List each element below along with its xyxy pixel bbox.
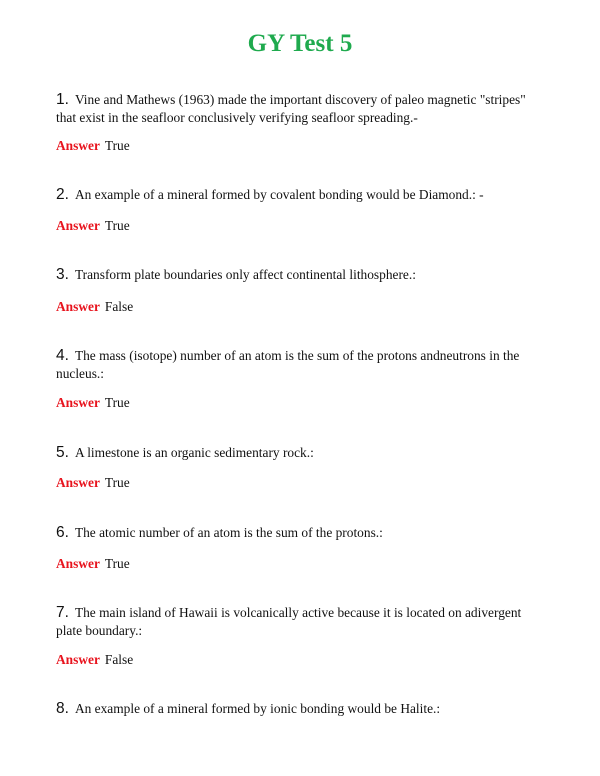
question-text: The mass (isotope) number of an atom is the sum of the protons andneutrons in the nucleus.:	[56, 348, 520, 381]
question-4	[56, 347, 546, 383]
question-text: The atomic number of an atom is the sum of the protons.:	[74, 525, 383, 540]
question-text: An example of a mineral formed by ionic bonding would be Halite.:	[74, 701, 441, 716]
answer-7	[56, 651, 546, 669]
answer-value: False	[104, 299, 134, 314]
answer-value: True	[104, 218, 130, 233]
answer-label: Answer	[56, 218, 100, 233]
answer-value: True	[104, 556, 130, 571]
answer-3	[56, 298, 546, 316]
answer-6	[56, 555, 546, 573]
question-text: A limestone is an organic sedimentary rock.:	[74, 445, 314, 460]
answer-value: True	[104, 475, 130, 490]
answer-label: Answer	[56, 138, 100, 153]
question-5	[56, 444, 546, 462]
question-number: 4.	[56, 347, 69, 364]
page-title: GY Test 5	[247, 30, 353, 57]
question-text: Transform plate boundaries only affect continental lithosphere.:	[74, 267, 416, 282]
answer-label: Answer	[56, 395, 100, 410]
question-text: An example of a mineral formed by covalent bonding would be Diamond.: -	[74, 187, 484, 202]
question-number: 7.	[56, 604, 69, 621]
question-1	[56, 91, 546, 127]
question-text: Vine and Mathews (1963) made the important discovery of paleo magnetic "stripes" that exist in the seafloor conclusively verifying seafloor spreading.-	[56, 92, 526, 125]
question-number: 1.	[56, 91, 69, 108]
answer-label: Answer	[56, 475, 100, 490]
answer-value: True	[104, 138, 130, 153]
question-number: 6.	[56, 524, 69, 541]
answer-label: Answer	[56, 556, 100, 571]
answer-label: Answer	[56, 652, 100, 667]
question-2	[56, 186, 546, 204]
answer-2	[56, 217, 546, 235]
question-text: The main island of Hawaii is volcanically active because it is located on adivergent plate boundary.:	[56, 605, 522, 638]
answer-label: Answer	[56, 299, 100, 314]
answer-1	[56, 137, 546, 155]
question-number: 5.	[56, 444, 69, 461]
answer-value: False	[104, 652, 134, 667]
question-3	[56, 266, 546, 284]
question-number: 3.	[56, 266, 69, 283]
answer-5	[56, 474, 546, 492]
answer-value: True	[104, 395, 130, 410]
question-7	[56, 604, 546, 640]
question-number: 8.	[56, 700, 69, 717]
answer-4	[56, 394, 546, 412]
question-8	[56, 700, 546, 718]
question-number: 2.	[56, 186, 69, 203]
question-6	[56, 524, 546, 542]
